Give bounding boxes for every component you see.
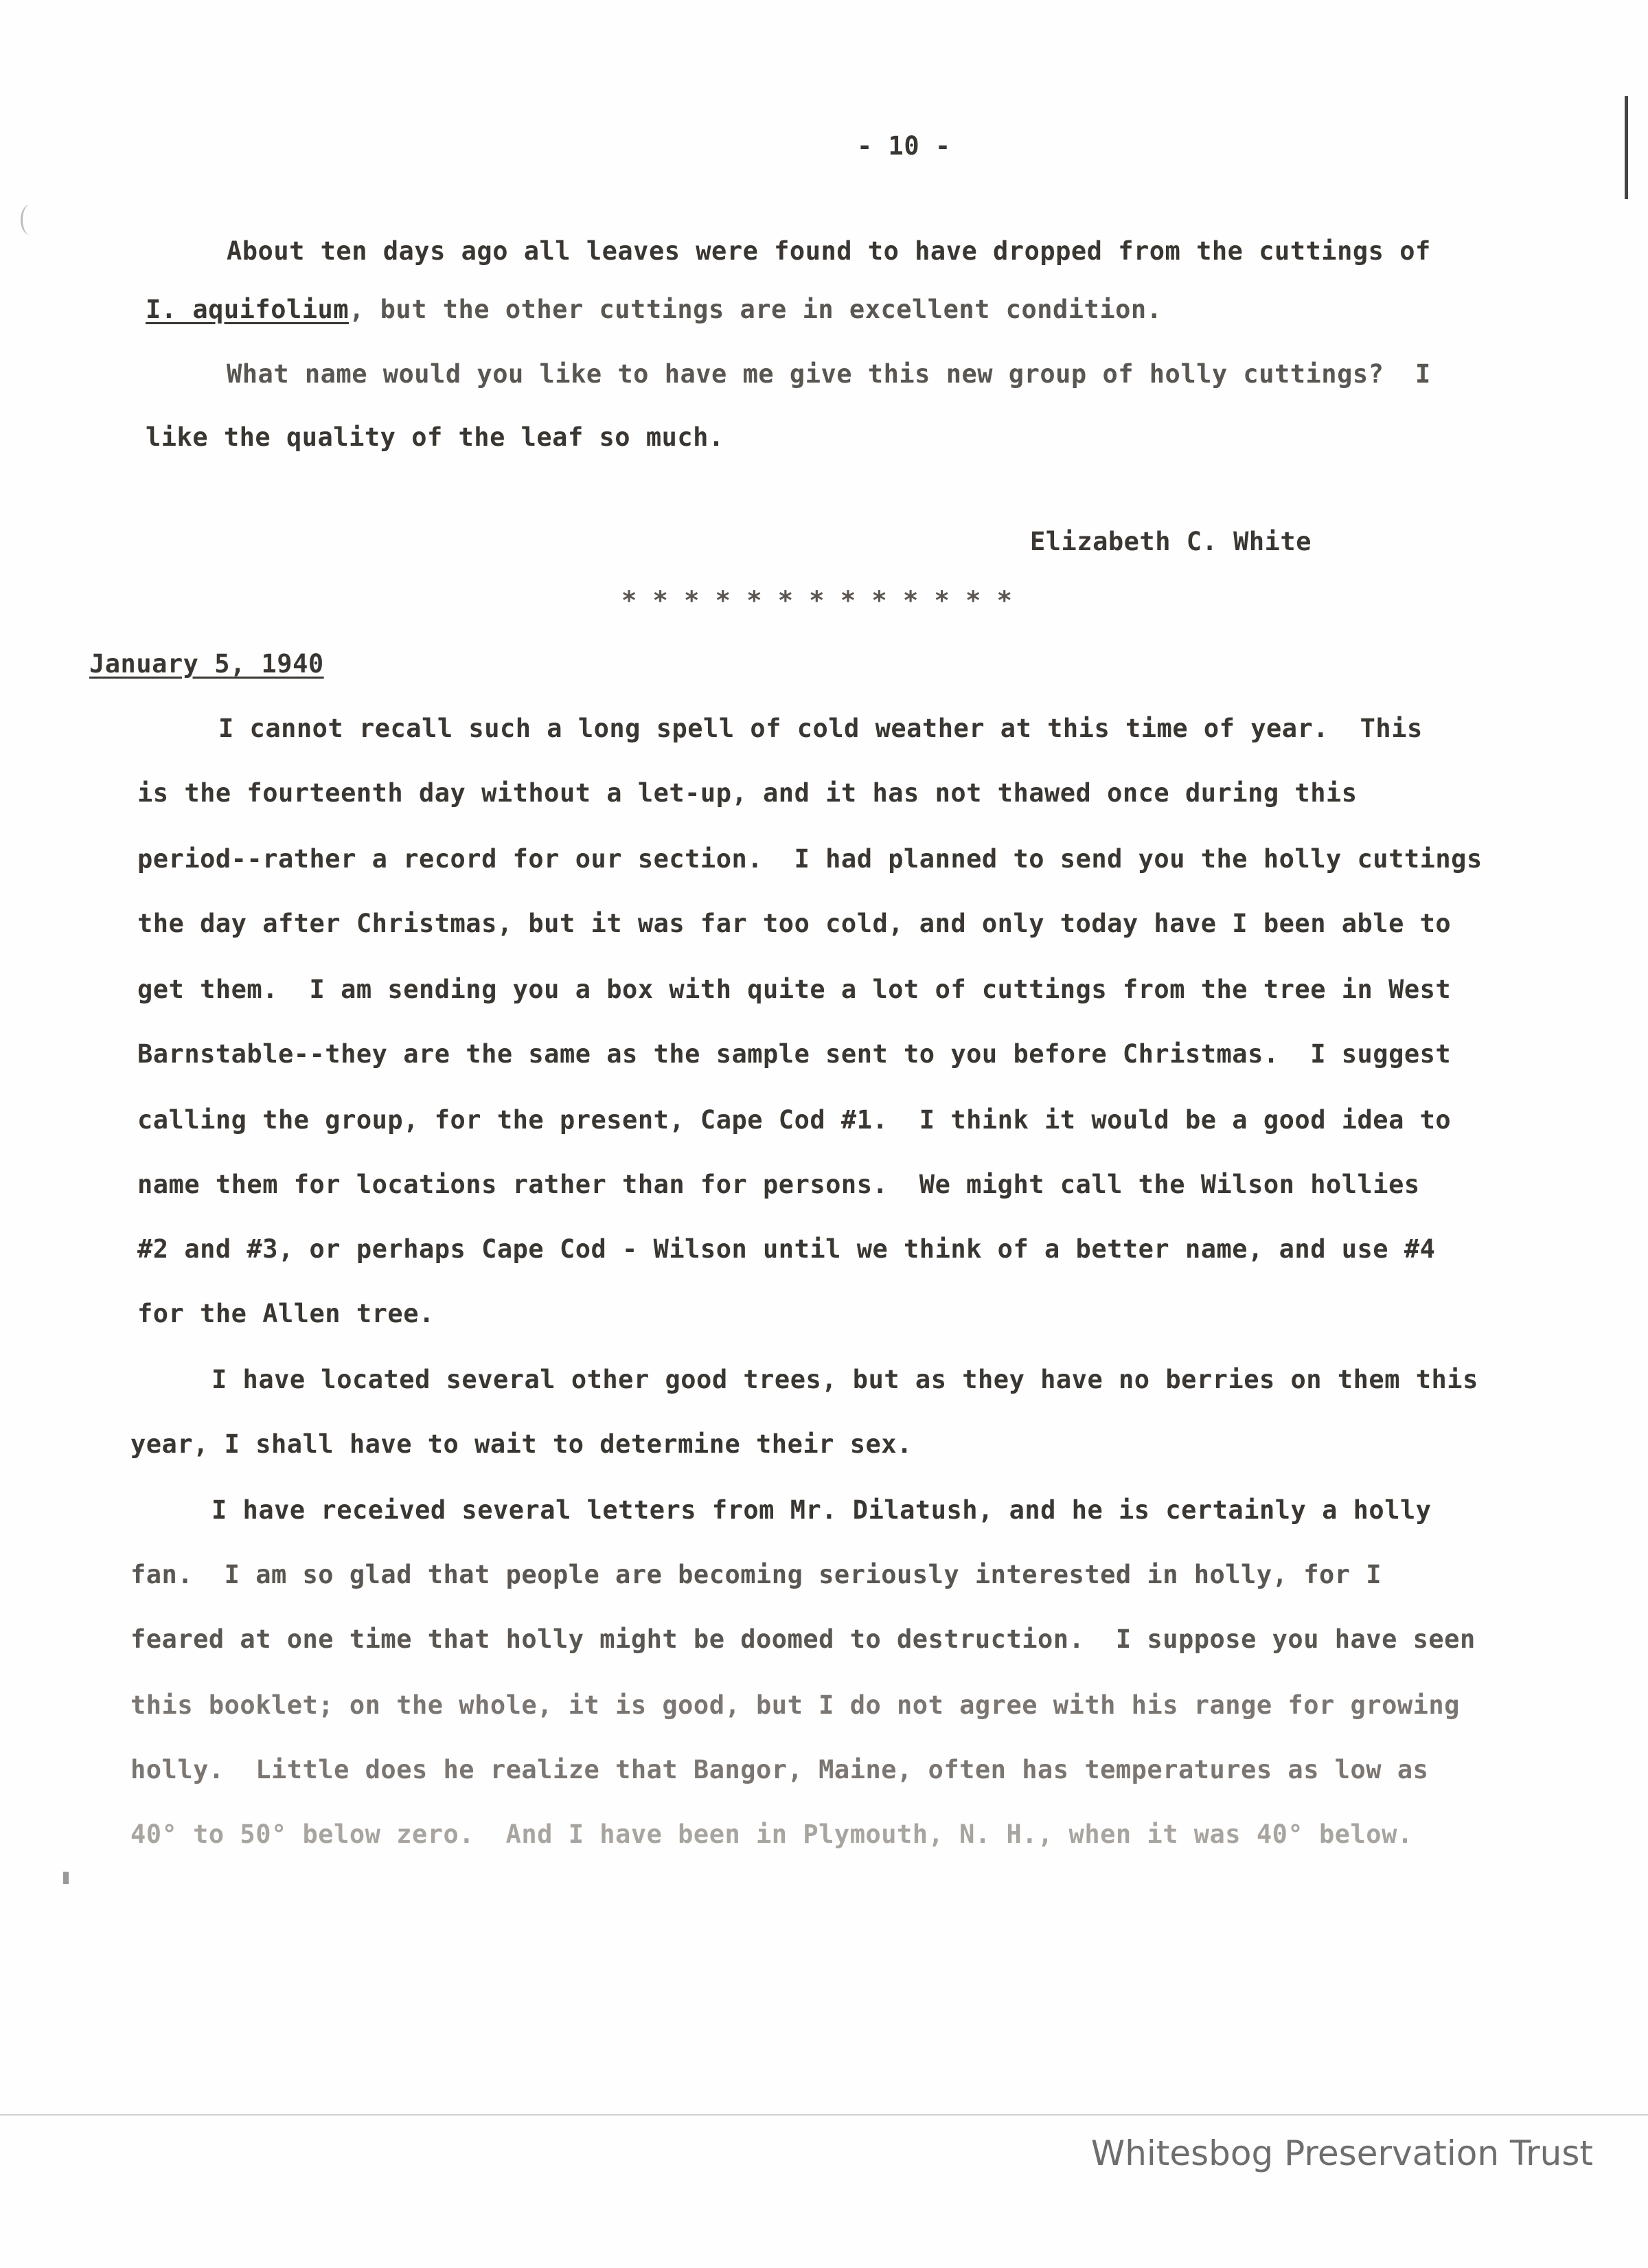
watermark: Whitesbog Preservation Trust (1090, 2133, 1593, 2173)
separator: * * * * * * * * * * * * * (621, 586, 1013, 615)
body-line: What name would you like to have me give this new group of holly cuttings? I (227, 359, 1431, 389)
body-line (146, 294, 1162, 326)
body-line: About ten days ago all leaves were found to have dropped from the cuttings of (227, 236, 1431, 266)
body-line: I have located several other good trees, but as they have no berries on them this (211, 1365, 1478, 1394)
body-line: feared at one time that holly might be doomed to destruction. I suppose you have seen (130, 1624, 1476, 1654)
body-line: this booklet; on the whole, it is good, but I do not agree with his range for growing (130, 1690, 1460, 1720)
body-line: I have received several letters from Mr. Dilatush, and he is certainly a holly (211, 1495, 1432, 1525)
body-line-rest: , but the other cuttings are in excellent condition. (349, 295, 1163, 324)
body-line: get them. I am sending you a box with quite a lot of cuttings from the tree in West (137, 975, 1452, 1004)
body-line: calling the group, for the present, Cape Cod #1. I think it would be a good idea to (137, 1105, 1452, 1135)
body-line: like the quality of the leaf so much. (146, 422, 724, 452)
body-line: Barnstable--they are the same as the sample sent to you before Christmas. I suggest (137, 1039, 1452, 1069)
divider (0, 2114, 1648, 2116)
body-line: I cannot recall such a long spell of cold weather at this time of year. This (218, 714, 1423, 743)
margin-mark (21, 205, 39, 235)
body-line: #2 and #3, or perhaps Cape Cod - Wilson until we think of a better name, and use #4 (137, 1234, 1436, 1264)
body-line: is the fourteenth day without a let-up, and it has not thawed once during this (137, 778, 1358, 808)
body-line: for the Allen tree. (137, 1299, 435, 1328)
margin-dot (63, 1872, 69, 1884)
page-number: - 10 - (857, 131, 951, 161)
species-name: I. aquifolium (146, 295, 350, 324)
body-line: fan. I am so glad that people are becoming seriously interested in holly, for I (130, 1560, 1382, 1589)
body-line: the day after Christmas, but it was far too cold, and only today have I been able to (137, 909, 1452, 938)
signature: Elizabeth C. White (1030, 527, 1312, 556)
body-line: holly. Little does he realize that Bangor, Maine, often has temperatures as low as (130, 1755, 1429, 1784)
body-line: period--rather a record for our section. I had planned to send you the holly cuttings (137, 844, 1483, 874)
body-line: year, I shall have to wait to determine their sex. (130, 1429, 913, 1459)
entry-date: January 5, 1940 (89, 649, 324, 679)
body-line: 40° to 50° below zero. And I have been in Plymouth, N. H., when it was 40° below. (130, 1819, 1413, 1849)
body-line: name them for locations rather than for persons. We might call the Wilson hollies (137, 1170, 1420, 1199)
page-edge-mark (1625, 96, 1628, 199)
